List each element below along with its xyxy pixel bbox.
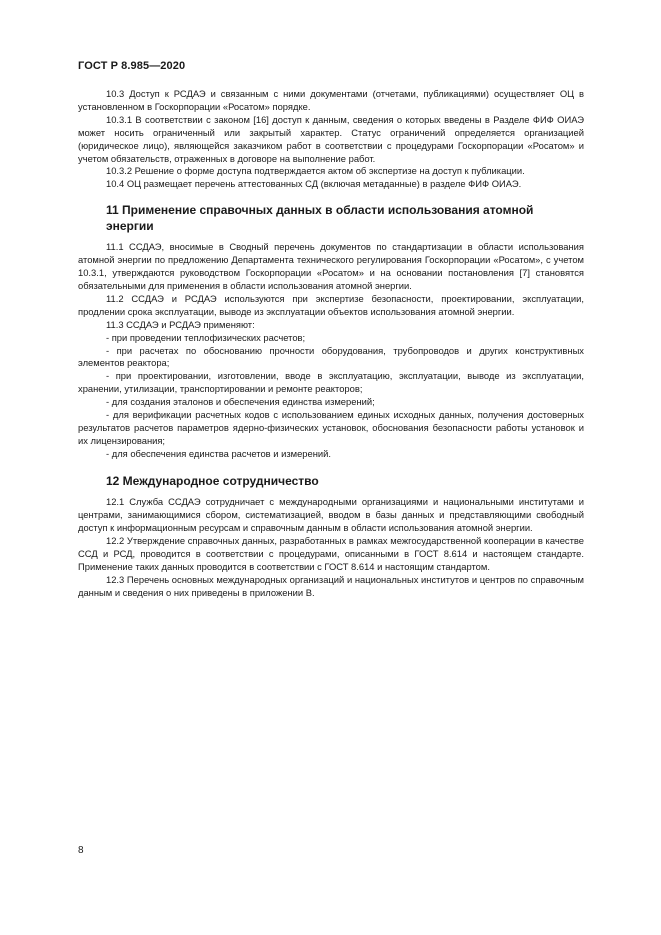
list-item: - при проектировании, изготовлении, вводе в эксплуатацию, эксплуатации, выводе из эксплуатации, хранении, утилизации, транспортировании и ремонте реакторов; (78, 370, 584, 395)
paragraph-10-3-1: 10.3.1 В соответствии с законом [16] доступ к данным, сведения о которых введены в Разделе ФИФ ОИАЭ может носить ограниченный или закрытый характер. Статус ограничений определяется организацией (юридическое лицо), являющейся заказчиком работ в соответствии с процедурами Госкорпорации «Росатом» и учетом обязательств, отраженных в договоре на выполнение работ. (78, 113, 584, 164)
paragraph-10-3-2: 10.3.2 Решение о форме доступа подтверждается актом об экспертизе на доступ к публикации. (106, 165, 525, 177)
section-11-heading: 11 Применение справочных данных в области использования атомной энергии (106, 203, 534, 233)
paragraph-12-1: 12.1 Служба ССДАЭ сотрудничает с международными организациями и национальными институтами и центрами, занимающимися сбором, систематизацией, вводом в базы данных и представляющими свободный доступ к информационным ресурсам и справочным данным в области использования атомной энергии. (78, 496, 584, 533)
list-item: - при проведении теплофизических расчетов; (106, 331, 306, 343)
page-number: 8 (78, 845, 84, 856)
paragraph-11-1: 11.1 ССДАЭ, вносимые в Сводный перечень документов по стандартизации в области использования атомной энергии по предложению Департамента технического регулирования Госкорпорации «Росатом», с учетом 10.3.1, утверждаются руководством Госкорпорации «Росатом» и на основании постановления [7] становятся обязательными для применения в области использования атомной энергии. (78, 241, 584, 291)
page-body (78, 88, 584, 599)
list-item: - для верификации расчетных кодов с использованием единых исходных данных, получения достоверных результатов расчетов параметров ядерно-физических установок, обоснования безопасности работы установок и их лицензирования; (78, 409, 584, 446)
paragraph-12-3: 12.3 Перечень основных международных организаций и национальных институтов и центров по справочным данным и сведения о них приведены в приложении В. (78, 573, 584, 598)
paragraph-12-2: 12.2 Утверждение справочных данных, разработанных в рамках межгосударственной кооперации в качестве ССД и РСД, проводится в соответствии с процедурами, описанными в ГОСТ 8.614 и настоящем стандарте. Применение таких данных проводится в соответствии с ГОСТ 8.614 и настоящим стандартом. (78, 534, 584, 572)
paragraph-11-3: 11.3 ССДАЭ и РСДАЭ применяют: (106, 318, 255, 330)
list-item: - для обеспечения единства расчетов и измерений. (106, 447, 331, 459)
document-code-header: ГОСТ Р 8.985—2020 (78, 60, 186, 72)
list-item: - при расчетах по обоснованию прочности оборудования, трубопроводов и других конструктивных элементов реактора; (78, 344, 584, 369)
section-12-heading: 12 Международное сотрудничество (106, 473, 319, 488)
paragraph-11-2: 11.2 ССДАЭ и РСДАЭ используются при экспертизе безопасности, проектировании, эксплуатации, продлении срока эксплуатации, выводе из эксплуатации объектов использования атомной энергии. (78, 292, 584, 317)
paragraph-10-3: 10.3 Доступ к РСДАЭ и связанным с ними документами (отчетами, публикациями) осуществляет ОЦ в установленном в Госкорпорации «Росатом» порядке. (78, 88, 584, 112)
paragraph-10-4: 10.4 ОЦ размещает перечень аттестованных СД (включая метаданные) в разделе ФИФ ОИАЭ. (106, 178, 522, 190)
list-item: - для создания эталонов и обеспечения единства измерений; (106, 396, 375, 408)
